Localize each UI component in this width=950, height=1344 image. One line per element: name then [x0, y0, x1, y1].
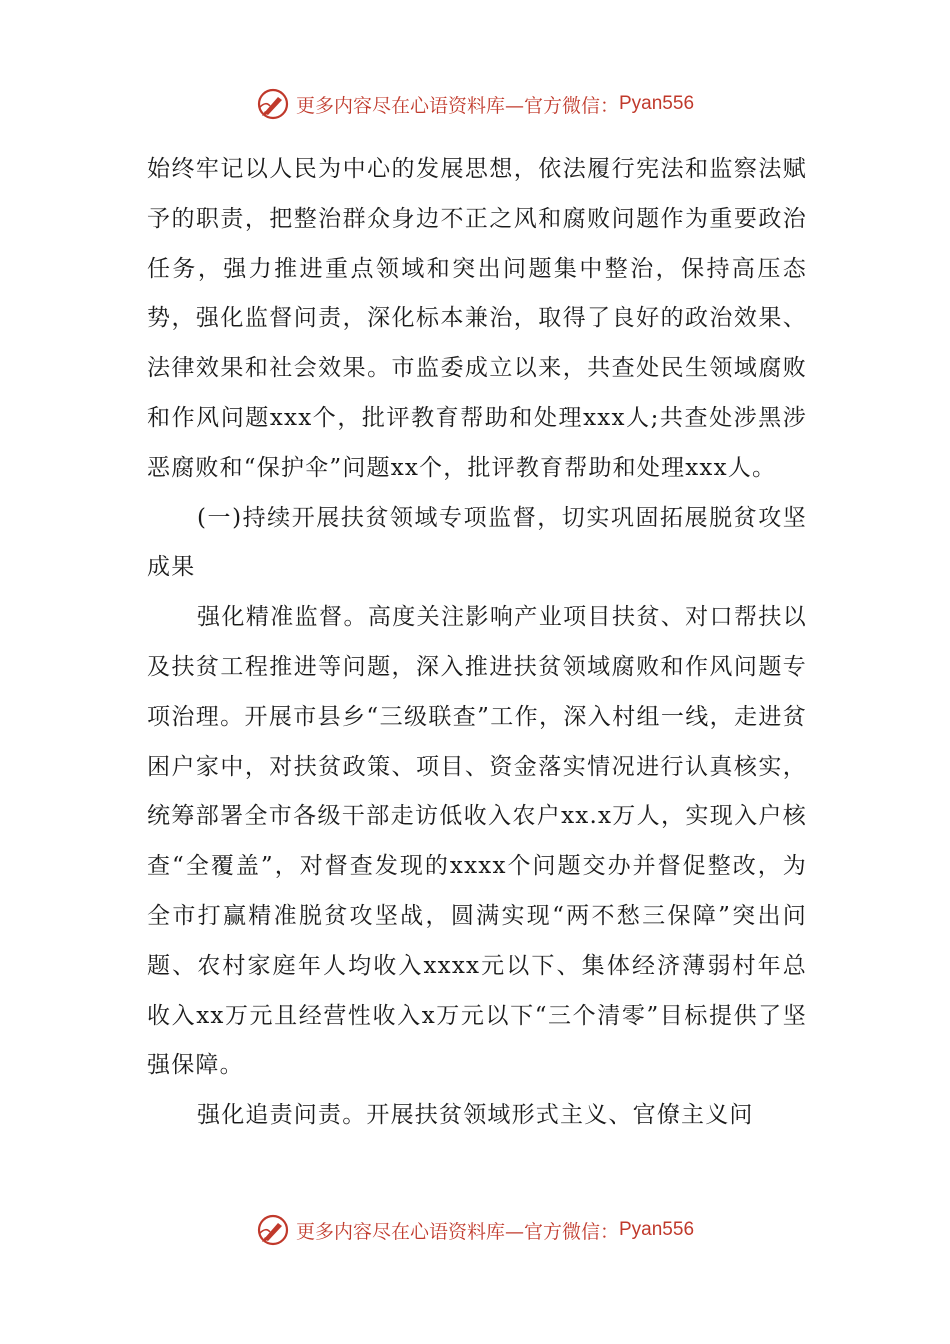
banner-wechat-id: Pyan556: [619, 1219, 695, 1240]
document-body: [147, 145, 807, 1141]
paragraph-precise-supervision: 强化精准监督。高度关注影响产业项目扶贫、对口帮扶以及扶贫工程推进等问题，深入推进扶贫领域腐败和作风问题专项治理。开展市县乡“三级联查”工作，深入村组一线，走进贫困户家中，对扶贫政策、项目、资金落实情况进行认真核实，统筹部署全市各级干部走访低收入农户xx.x万人，实现入户核查“全覆盖”，对督查发现的xxxx个问题交办并督促整改，为全市打赢精准脱贫攻坚战，圆满实现“两不愁三保障”突出问题、农村家庭年人均收入xxxx元以下、集体经济薄弱村年总收入xx万元且经营性收入x万元以下“三个清零”目标提供了坚强保障。: [147, 604, 807, 1079]
pen-logo-icon: [256, 87, 290, 121]
banner-wechat-id: Pyan556: [619, 93, 695, 114]
header-banner: [0, 84, 950, 124]
paragraph-intro: 始终牢记以人民为中心的发展思想，依法履行宪法和监察法赋予的职责，把整治群众身边不正之风和腐败问题作为重要政治任务，强力推进重点领域和突出问题集中整治，保持高压态势，强化监督问责，深化标本兼治，取得了良好的政治效果、法律效果和社会效果。市监委成立以来，共查处民生领域腐败和作风问题xxx个，批评教育帮助和处理xxx人;共查处涉黑涉恶腐败和“保护伞”问题xx个，批评教育帮助和处理xxx人。: [147, 156, 807, 481]
banner-text: 更多内容尽在心语资料库—官方微信：: [295, 1220, 619, 1243]
banner-text: 更多内容尽在心语资料库—官方微信：: [295, 94, 619, 117]
footer-banner: [0, 1210, 950, 1250]
section-heading: (一)持续开展扶贫领域专项监督，切实巩固拓展脱贫攻坚成果: [147, 504, 807, 581]
pen-logo-icon: [256, 1213, 290, 1247]
paragraph-accountability: 强化追责问责。开展扶贫领域形式主义、官僚主义问: [197, 1102, 754, 1129]
